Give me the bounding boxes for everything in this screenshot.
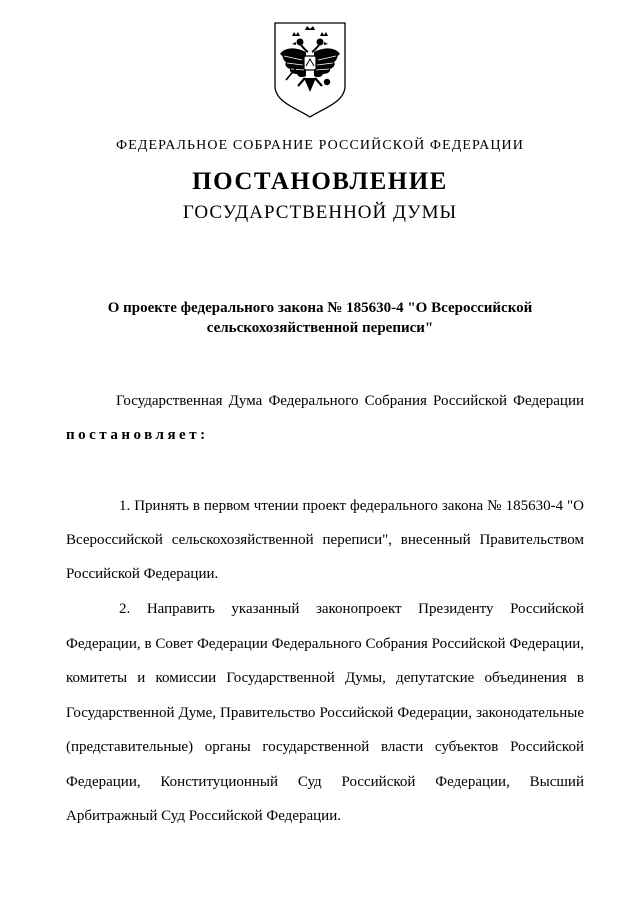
issuer-title: ГОСУДАРСТВЕННОЙ ДУМЫ [182, 202, 458, 223]
document-subject [90, 298, 550, 338]
resolution-item-2: 2. Направить указанный законопроект Президенту Российской Федерации, в Совет Федерации Федерального Собрания Российской Федерации, комитеты и комиссии Государственной Думы, депутатские объединения в Государственной Думе, Правительство Российской Федерации, законодательные (представительные) органы государственной власти субъектов Российской Федерации, Конституционный Суд Российской Федерации, Высший Арбитражный Суд Российской Федерации. [66, 601, 584, 824]
subject-line-2: сельскохозяйственной переписи" [206, 320, 434, 336]
organization-name: ФЕДЕРАЛЬНОЕ СОБРАНИЕ РОССИЙСКОЙ ФЕДЕРАЦИИ [116, 138, 524, 153]
preamble-text: Государственная Дума Федерального Собрания Российской Федерации [116, 393, 584, 409]
subject-line-1: О проекте федерального закона № 185630-4 "О Всероссийской [107, 300, 533, 316]
resolution-item-1: 1. Принять в первом чтении проект федерального закона № 185630-4 "О Всероссийской сельскохозяйственной переписи", внесенный Правительством Российской Федерации. [66, 498, 584, 582]
preamble-verb: постановляет: [66, 427, 209, 443]
document-type-title: ПОСТАНОВЛЕНИЕ [192, 168, 448, 195]
preamble-paragraph [66, 384, 584, 452]
coat-of-arms-icon [272, 20, 348, 120]
